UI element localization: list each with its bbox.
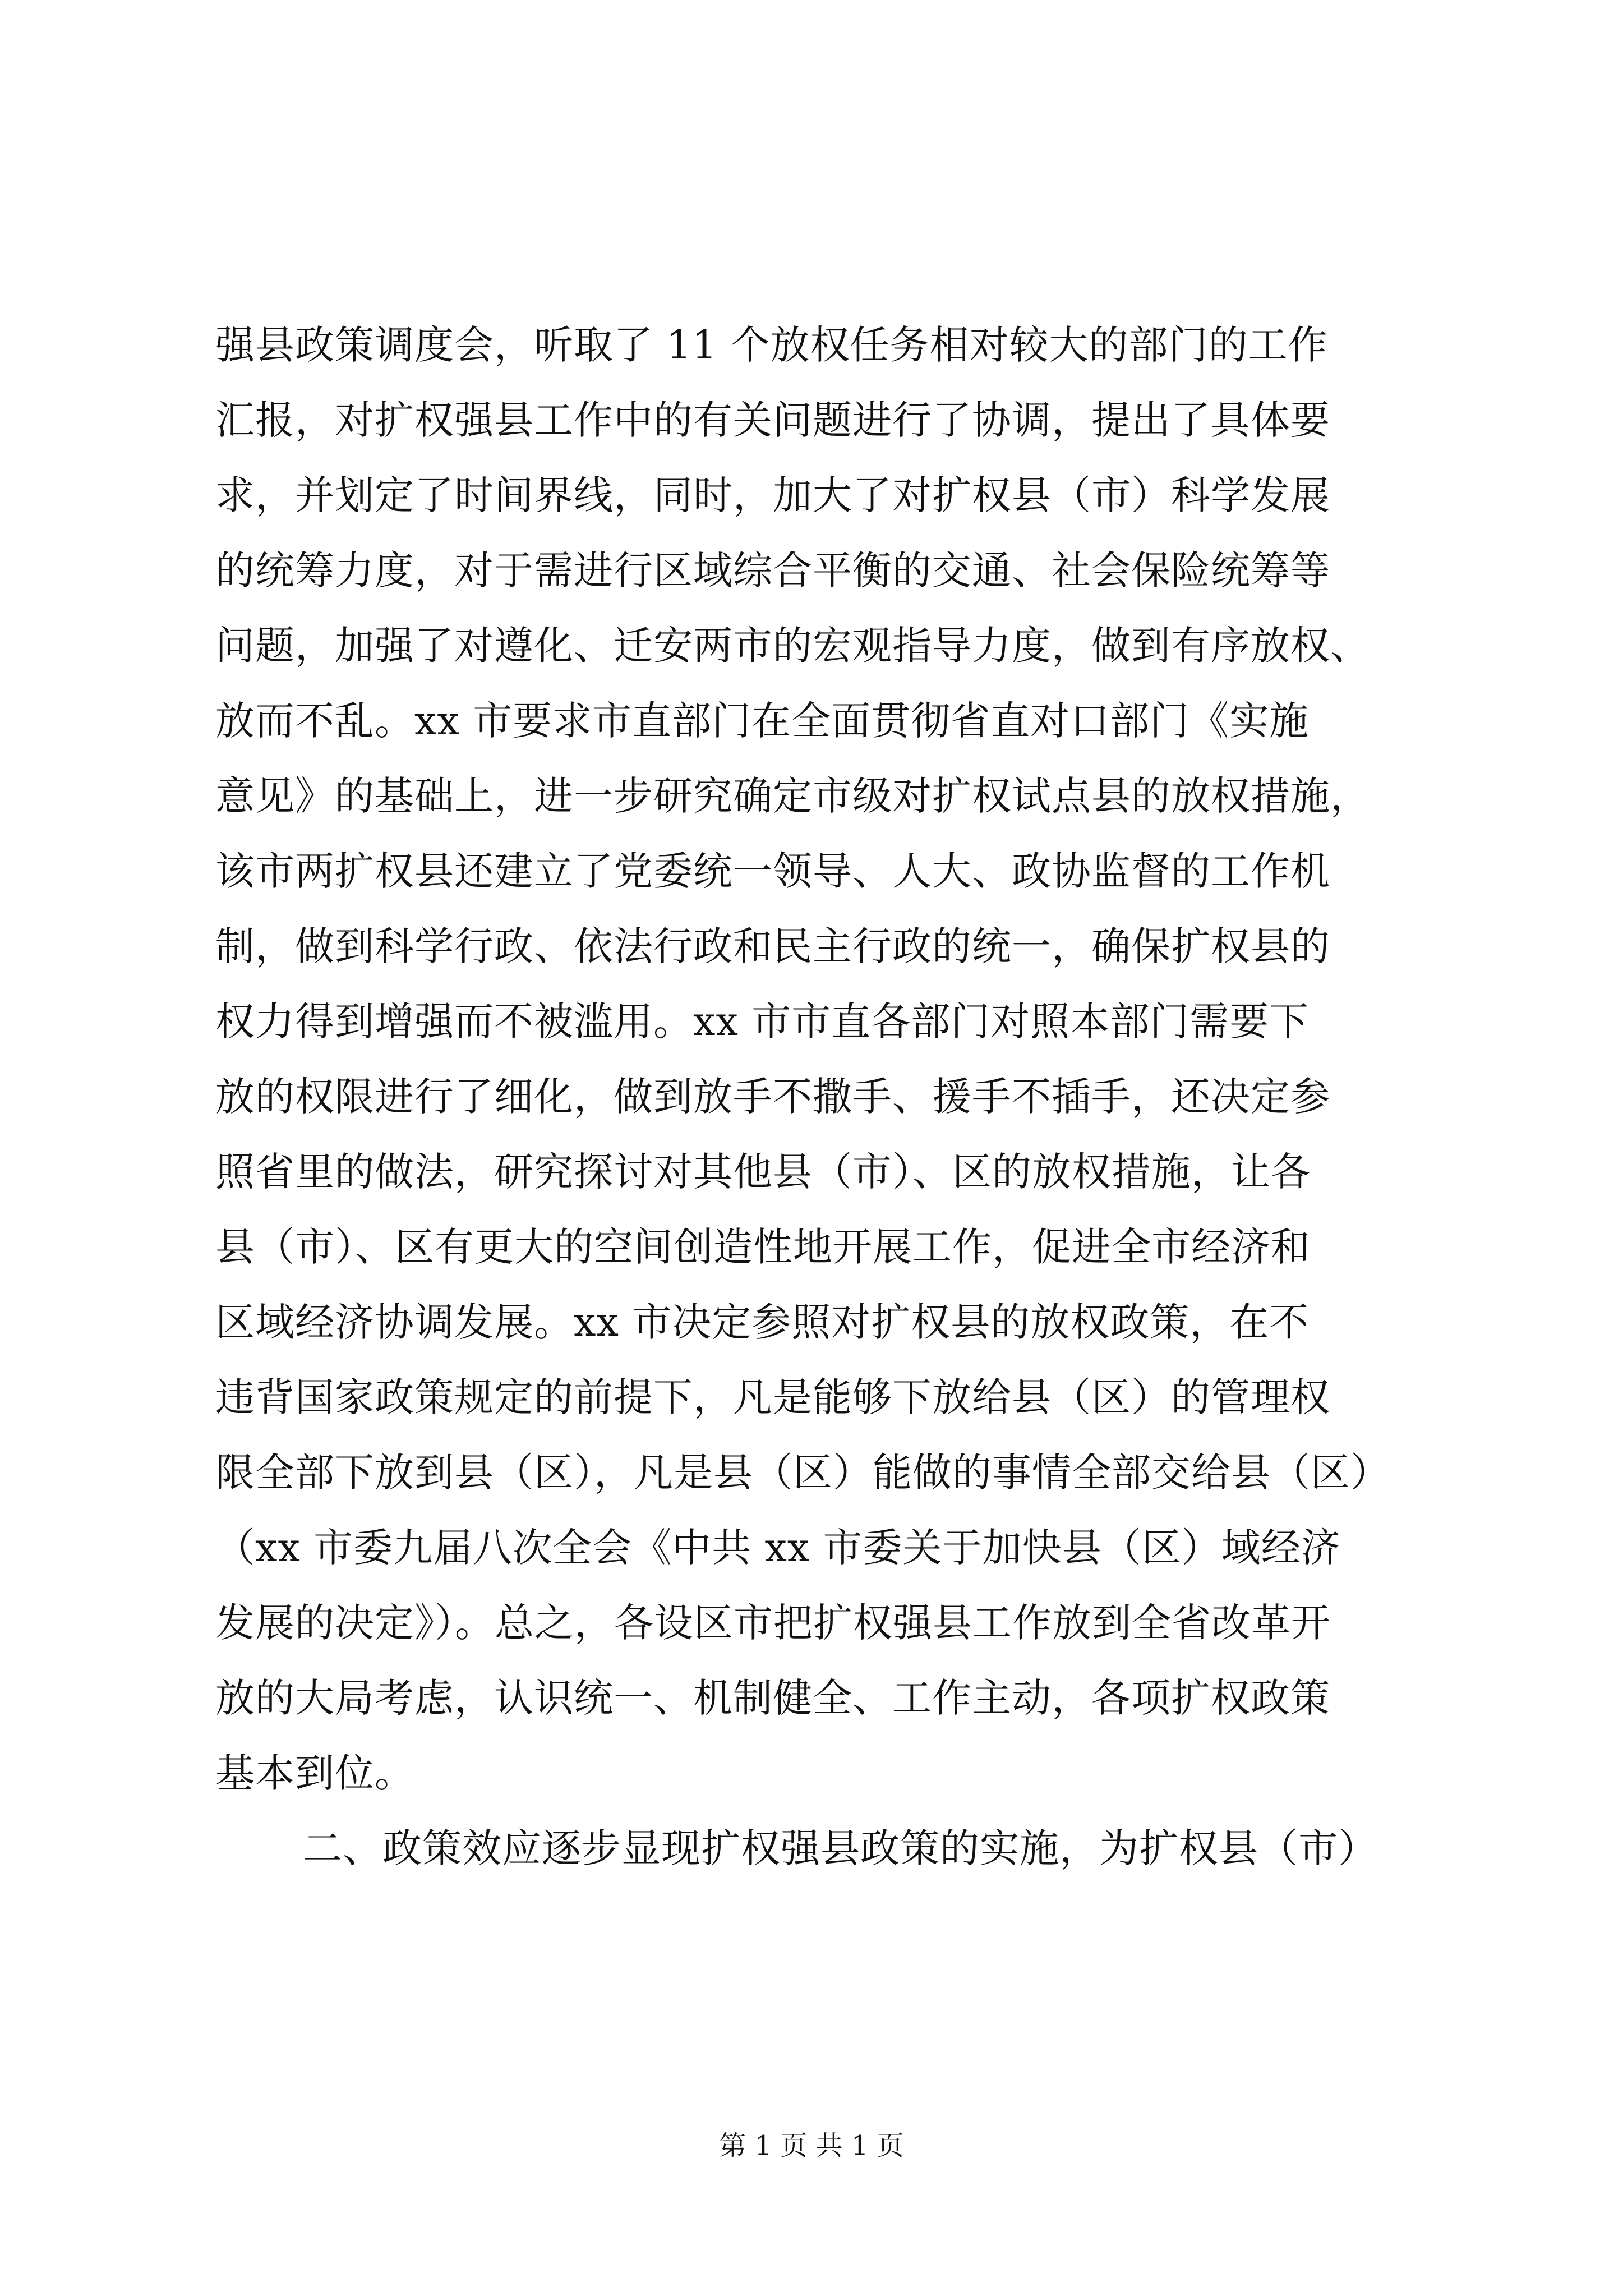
text-line: 基本到位。 — [215, 1750, 414, 1796]
text-line: 制，做到科学行政、依法行政和民主行政的统一，确保扩权县的 — [215, 923, 1330, 969]
text-line: 区域经济协调发展。xx 市决定参照对扩权县的放权政策，在不 — [215, 1299, 1310, 1345]
text-line: 权力得到增强而不被滥用。xx 市市直各部门对照本部门需要下 — [215, 999, 1310, 1045]
text-line: 放而不乱。xx 市要求市直部门在全面贯彻省直对口部门《实施 — [215, 698, 1310, 744]
page-footer: 第 1 页 共 1 页 — [719, 2130, 904, 2161]
text-line: 问题，加强了对遵化、迁安两市的宏观指导力度，做到有序放权、 — [215, 623, 1370, 669]
text-line: 限全部下放到县（区），凡是县（区）能做的事情全部交给县（区） — [215, 1450, 1390, 1496]
text-line: 求，并划定了时间界线，同时，加大了对扩权县（市）科学发展 — [215, 472, 1330, 518]
text-line: 放的权限进行了细化，做到放手不撒手、援手不插手，还决定参 — [215, 1074, 1330, 1120]
section-heading-line: 二、政策效应逐步显现扩权强县政策的实施，为扩权县（市） — [303, 1825, 1378, 1871]
text-line: （xx 市委九届八次全会《中共 xx 市委关于加快县（区）域经济 — [215, 1525, 1341, 1571]
text-line: 该市两扩权县还建立了党委统一领导、人大、政协监督的工作机 — [215, 848, 1330, 894]
text-line: 照省里的做法，研究探讨对其他县（市）、区的放权措施，让各 — [215, 1149, 1311, 1195]
text-line: 发展的决定》）。总之，各设区市把扩权强县工作放到全省改革开 — [215, 1600, 1331, 1646]
text-line: 意见》的基础上，进一步研究确定市级对扩权试点县的放权措施， — [215, 773, 1370, 819]
text-line: 汇报，对扩权强县工作中的有关问题进行了协调，提出了具体要 — [215, 397, 1330, 443]
text-line: 放的大局考虑，认识统一、机制健全、工作主动，各项扩权政策 — [215, 1675, 1330, 1721]
text-line: 强县政策调度会，听取了 11 个放权任务相对较大的部门的工作 — [215, 322, 1328, 368]
text-line: 违背国家政策规定的前提下，凡是能够下放给县（区）的管理权 — [215, 1374, 1330, 1420]
text-line: 县（市）、区有更大的空间创造性地开展工作，促进全市经济和 — [215, 1224, 1311, 1270]
text-line: 的统筹力度，对于需进行区域综合平衡的交通、社会保险统筹等 — [215, 547, 1330, 593]
document-body — [215, 307, 1415, 1886]
